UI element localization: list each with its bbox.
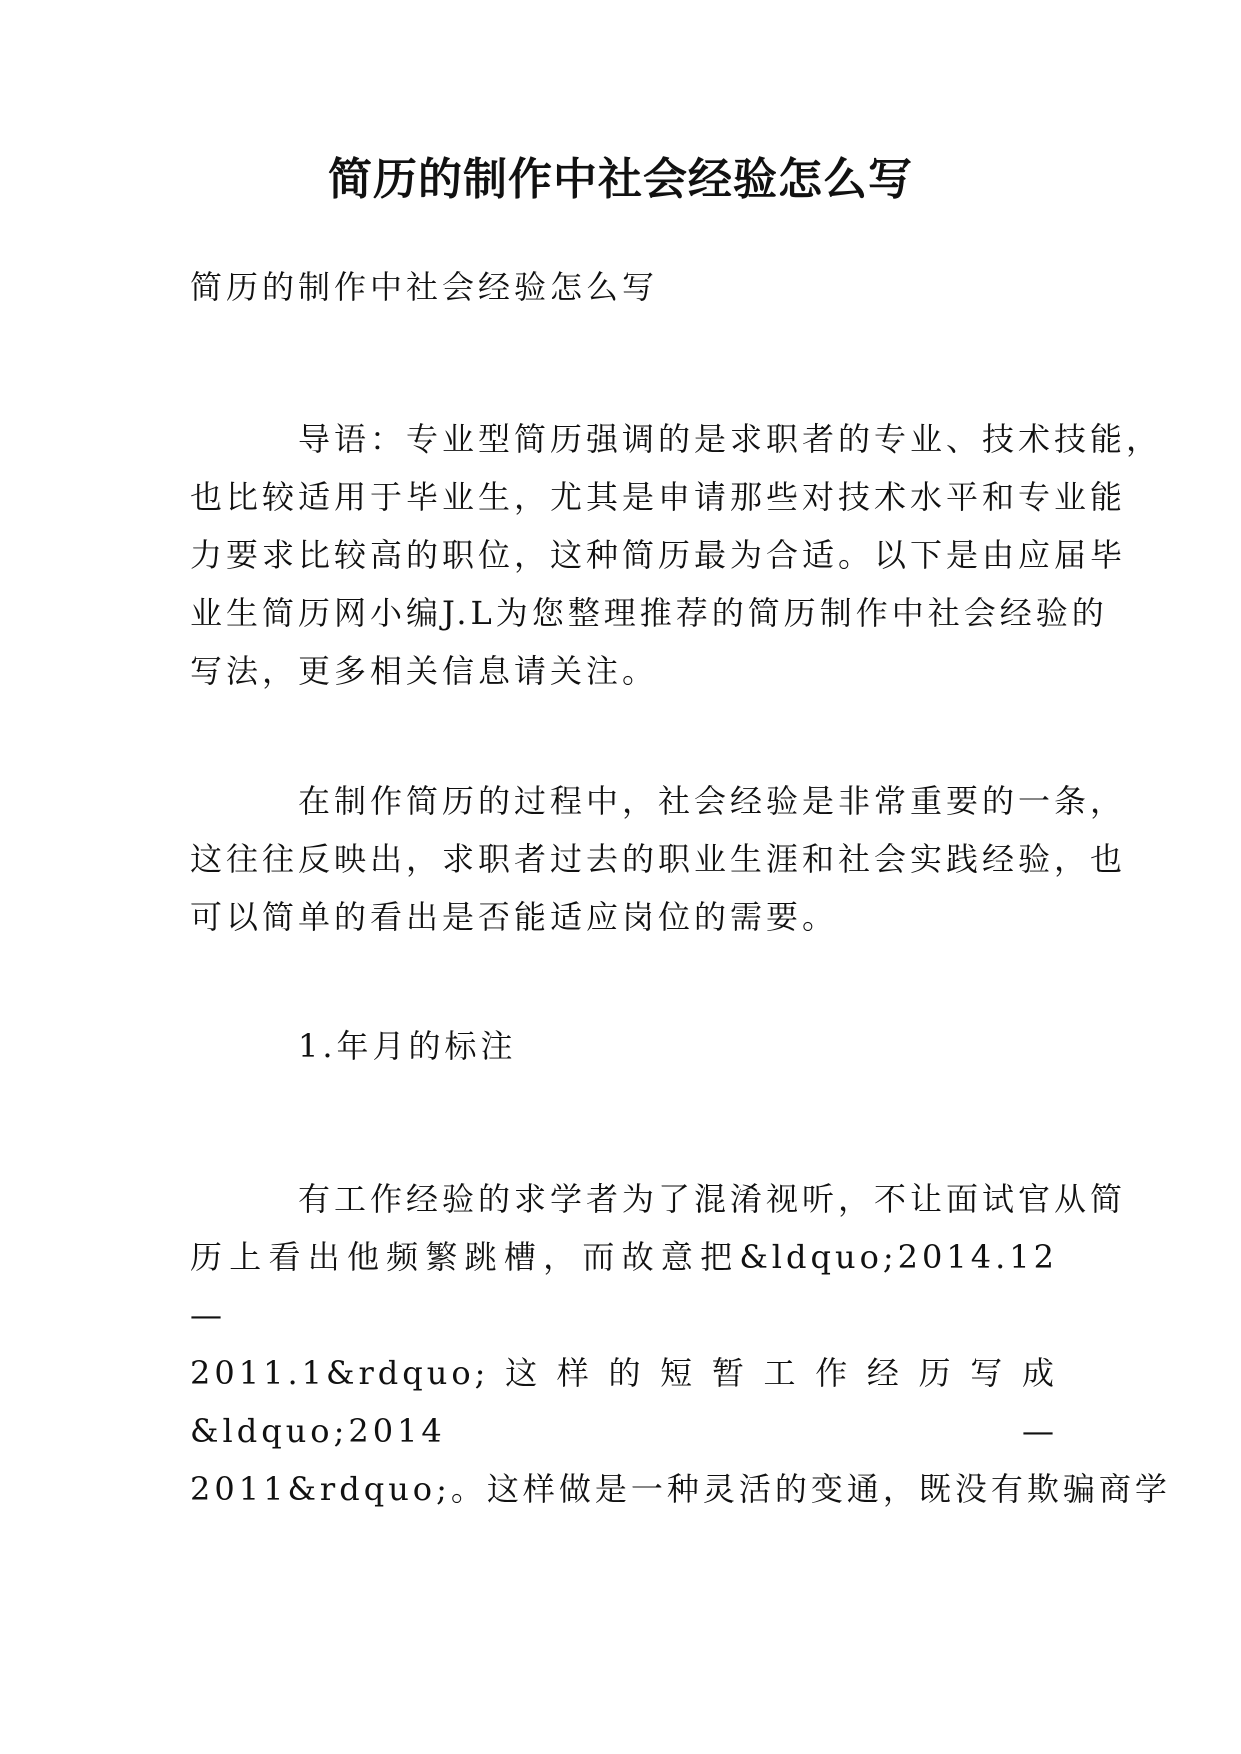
paragraph-line: 力要求比较高的职位，这种简历最为合适。以下是由应届毕 xyxy=(190,536,1127,574)
paragraph-work-history xyxy=(190,1170,1171,1518)
paragraph-line: 有工作经验的求学者为了混淆视听，不让面试官从简 xyxy=(298,1180,1127,1218)
section-heading-date-notation xyxy=(190,1017,1058,1075)
paragraph-line: 导语：专业型简历强调的是求职者的专业、技术技能， xyxy=(298,420,1163,458)
paragraph-intro xyxy=(190,410,1163,700)
paragraph-line: 业生简历网小编J.L为您整理推荐的简历制作中社会经验的 xyxy=(190,594,1108,632)
paragraph-line: 也比较适用于毕业生，尤其是申请那些对技术水平和专业能 xyxy=(190,478,1127,516)
paragraph-line: 这往往反映出，求职者过去的职业生涯和社会实践经验，也 xyxy=(190,840,1127,878)
paragraph-line: 2011&rdquo;。这样做是一种灵活的变通，既没有欺骗商学 xyxy=(190,1470,1171,1508)
paragraph-line: 在制作简历的过程中，社会经验是非常重要的一条， xyxy=(298,782,1127,820)
paragraph-line: 可以简单的看出是否能适应岗位的需要。 xyxy=(190,898,839,936)
section-heading-line: 1.年月的标注 xyxy=(298,1027,517,1065)
paragraph-social-experience xyxy=(190,772,1127,946)
paragraph-line: 2011.1&rdquo;这样的短暂工作经历写成&ldquo;2014 — xyxy=(190,1354,1058,1450)
document-subtitle xyxy=(190,258,1058,316)
subtitle-line: 简历的制作中社会经验怎么写 xyxy=(190,268,659,306)
document-title: 简历的制作中社会经验怎么写 xyxy=(328,154,913,205)
paragraph-line: 历上看出他频繁跳槽，而故意把&ldquo;2014.12 — xyxy=(190,1238,1058,1334)
paragraph-line: 写法，更多相关信息请关注。 xyxy=(190,652,659,690)
